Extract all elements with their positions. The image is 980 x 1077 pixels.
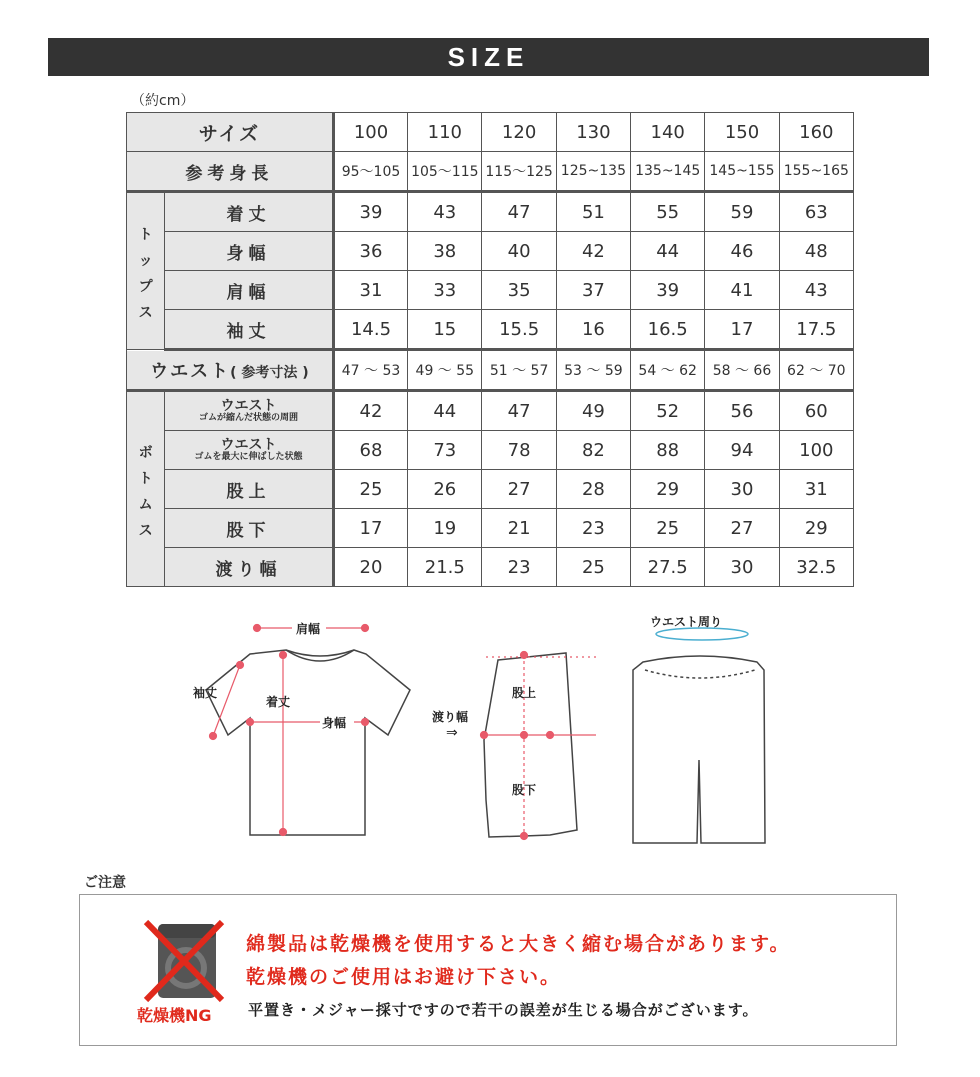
table-cell: 31 <box>779 470 853 509</box>
height-cell: 105～115 <box>408 152 482 192</box>
table-cell: 82 <box>556 431 630 470</box>
table-cell: 47 <box>482 391 556 431</box>
size-cell: 140 <box>631 113 705 152</box>
row-label: 渡り幅 <box>165 548 334 587</box>
rise-label: 股上 <box>512 686 537 700</box>
table-cell: 17 <box>333 509 407 548</box>
body-width-label: 身幅 <box>322 716 347 730</box>
table-cell: 37 <box>556 271 630 310</box>
waist-arrow-icon <box>656 628 748 640</box>
table-cell: 43 <box>779 271 853 310</box>
waist-cell: 49 ～ 55 <box>408 350 482 391</box>
table-cell: 27 <box>705 509 779 548</box>
page-title: SIZE <box>48 38 929 76</box>
table-row <box>127 431 854 470</box>
pants-front-illustration <box>633 656 765 843</box>
height-cell: 95～105 <box>333 152 407 192</box>
table-cell: 43 <box>408 192 482 232</box>
inseam-label: 股下 <box>512 783 537 797</box>
table-cell: 51 <box>556 192 630 232</box>
table-cell: 56 <box>705 391 779 431</box>
shoulder-label: 肩幅 <box>296 622 321 636</box>
height-cell: 145~155 <box>705 152 779 192</box>
height-cell: 125~135 <box>556 152 630 192</box>
table-cell: 63 <box>779 192 853 232</box>
table-cell: 68 <box>333 431 407 470</box>
size-cell: 130 <box>556 113 630 152</box>
waist-around-label: ウエスト周り <box>650 615 723 629</box>
size-table <box>126 112 854 587</box>
table-cell: 39 <box>631 271 705 310</box>
table-cell: 100 <box>779 431 853 470</box>
row-label: 着丈 <box>165 192 334 232</box>
table-cell: 30 <box>705 548 779 587</box>
table-cell: 42 <box>333 391 407 431</box>
table-row <box>127 192 854 232</box>
table-cell: 25 <box>556 548 630 587</box>
table-row <box>127 548 854 587</box>
waist-label: ウエスト( 参考寸法 ) <box>127 350 334 391</box>
height-label: 参考身長 <box>127 152 334 192</box>
tshirt-illustration <box>206 650 410 835</box>
waist-cell: 51 ～ 57 <box>482 350 556 391</box>
table-cell: 46 <box>705 232 779 271</box>
size-header-label: サイズ <box>127 113 334 152</box>
waist-cell: 53 ～ 59 <box>556 350 630 391</box>
table-cell: 26 <box>408 470 482 509</box>
table-cell: 36 <box>333 232 407 271</box>
table-cell: 41 <box>705 271 779 310</box>
height-row <box>127 152 854 192</box>
table-cell: 23 <box>556 509 630 548</box>
table-cell: 60 <box>779 391 853 431</box>
waist-cell: 58 ～ 66 <box>705 350 779 391</box>
table-row <box>127 509 854 548</box>
table-cell: 30 <box>705 470 779 509</box>
table-cell: 39 <box>333 192 407 232</box>
table-cell: 88 <box>631 431 705 470</box>
table-cell: 20 <box>333 548 407 587</box>
warning-line-2: 乾燥機のご使用はお避け下さい。 <box>246 966 562 988</box>
table-cell: 16.5 <box>631 310 705 350</box>
notice-title: ご注意 <box>84 875 126 891</box>
height-cell: 135~145 <box>631 152 705 192</box>
dryer-ng-label: 乾燥機NG <box>137 1006 212 1025</box>
table-cell: 14.5 <box>333 310 407 350</box>
table-cell: 19 <box>408 509 482 548</box>
table-row <box>127 391 854 431</box>
measurement-note: 平置き・メジャー採寸ですので若干の誤差が生じる場合がございます。 <box>248 1001 759 1019</box>
table-cell: 94 <box>705 431 779 470</box>
row-label: 股上 <box>165 470 334 509</box>
table-cell: 25 <box>333 470 407 509</box>
table-cell: 52 <box>631 391 705 431</box>
size-cell: 100 <box>333 113 407 152</box>
table-cell: 48 <box>779 232 853 271</box>
sleeve-label: 袖丈 <box>193 686 218 700</box>
table-cell: 33 <box>408 271 482 310</box>
bottoms-group-label: ボ ト ム ス <box>127 391 165 587</box>
notice-box <box>79 894 897 1046</box>
size-header-row <box>127 113 854 152</box>
dryer-ng-icon <box>138 918 228 1004</box>
table-cell: 42 <box>556 232 630 271</box>
row-label: 袖丈 <box>165 310 334 350</box>
table-cell: 28 <box>556 470 630 509</box>
table-cell: 40 <box>482 232 556 271</box>
warning-line-1: 綿製品は乾燥機を使用すると大きく縮む場合があります。 <box>246 933 791 955</box>
size-cell: 110 <box>408 113 482 152</box>
table-cell: 59 <box>705 192 779 232</box>
measurement-diagram <box>0 600 980 860</box>
length-label: 着丈 <box>266 695 291 709</box>
size-cell: 150 <box>705 113 779 152</box>
row-label: ウエスト ゴムが縮んだ状態の周囲 <box>165 391 334 431</box>
pants-side-illustration <box>484 653 577 837</box>
table-cell: 15.5 <box>482 310 556 350</box>
table-cell: 35 <box>482 271 556 310</box>
row-label: 股下 <box>165 509 334 548</box>
row-label: 身幅 <box>165 232 334 271</box>
height-cell: 155~165 <box>779 152 853 192</box>
height-cell: 115～125 <box>482 152 556 192</box>
table-row <box>127 232 854 271</box>
table-cell: 25 <box>631 509 705 548</box>
table-row <box>127 470 854 509</box>
waist-cell: 62 ～ 70 <box>779 350 853 391</box>
table-cell: 17.5 <box>779 310 853 350</box>
row-label: ウエスト ゴムを最大に伸ばした状態 <box>165 431 334 470</box>
table-cell: 29 <box>631 470 705 509</box>
size-cell: 160 <box>779 113 853 152</box>
table-cell: 38 <box>408 232 482 271</box>
table-cell: 21 <box>482 509 556 548</box>
table-cell: 17 <box>705 310 779 350</box>
table-cell: 73 <box>408 431 482 470</box>
table-row <box>127 271 854 310</box>
table-cell: 78 <box>482 431 556 470</box>
table-cell: 16 <box>556 310 630 350</box>
table-cell: 32.5 <box>779 548 853 587</box>
size-cell: 120 <box>482 113 556 152</box>
right-arrow-icon: ⇒ <box>446 725 458 741</box>
table-cell: 31 <box>333 271 407 310</box>
table-cell: 23 <box>482 548 556 587</box>
table-cell: 44 <box>408 391 482 431</box>
table-cell: 49 <box>556 391 630 431</box>
table-cell: 29 <box>779 509 853 548</box>
pants-measure-lines <box>481 652 597 840</box>
table-row <box>127 310 854 350</box>
table-cell: 47 <box>482 192 556 232</box>
waist-cell: 47 ～ 53 <box>333 350 407 391</box>
table-cell: 55 <box>631 192 705 232</box>
table-cell: 15 <box>408 310 482 350</box>
waist-cell: 54 ～ 62 <box>631 350 705 391</box>
tops-group-label: ト ッ プ ス <box>127 192 165 350</box>
table-cell: 27 <box>482 470 556 509</box>
table-cell: 27.5 <box>631 548 705 587</box>
waist-row <box>127 350 854 391</box>
table-cell: 21.5 <box>408 548 482 587</box>
row-label: 肩幅 <box>165 271 334 310</box>
thigh-label: 渡り幅 <box>432 710 469 724</box>
table-cell: 44 <box>631 232 705 271</box>
unit-note: （約cm） <box>131 93 195 109</box>
